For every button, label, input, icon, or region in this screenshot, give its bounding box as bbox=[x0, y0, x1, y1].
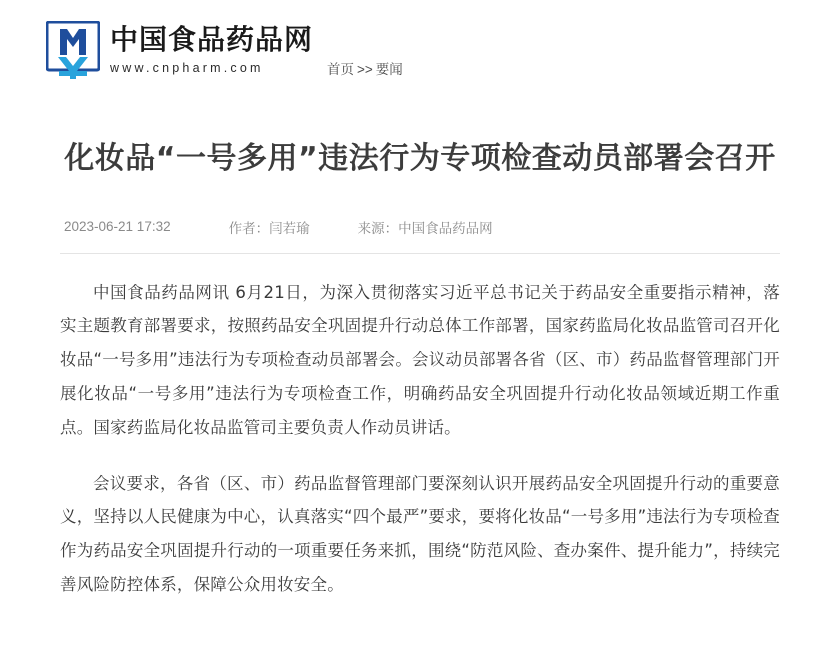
cnpharm-logo-icon bbox=[46, 21, 100, 79]
breadcrumb-current[interactable]: 要闻 bbox=[375, 62, 403, 77]
article bbox=[0, 136, 840, 602]
logo-text bbox=[110, 22, 314, 75]
page-title: 化妆品“一号多用”违法行为专项检查动员部署会召开 bbox=[64, 141, 776, 176]
meta-divider bbox=[60, 253, 780, 254]
site-logo[interactable] bbox=[46, 21, 313, 79]
article-author: 作者：闫若瑜 bbox=[228, 220, 310, 236]
breadcrumb-separator: >> bbox=[357, 62, 373, 77]
article-source: 来源：中国食品药品网 bbox=[357, 220, 493, 236]
publish-date: 2023-06-21 17:32 bbox=[64, 219, 171, 234]
breadcrumb bbox=[327, 58, 403, 100]
article-paragraph: 中国食品药品网讯 6月21日，为深入贯彻落实习近平总书记关于药品安全重要指示精神，落实主题教育部署要求，按照药品安全巩固提升行动总体工作部署，国家药监局化妆品监管司召开化妆品“一号多用”违法行为专项检查动员部署会。会议动员部署各省（区、市）药品监督管理部门开展化妆品“一号多用”违法行为专项检查工作，明确药品安全巩固提升行动化妆品领域近期工作重点。国家药监局化妆品监管司主要负责人作动员讲话。 bbox=[60, 282, 780, 437]
article-meta bbox=[60, 217, 780, 237]
brand-name-cn: 中国食品药品网 bbox=[110, 22, 314, 56]
site-header bbox=[0, 0, 840, 100]
article-body bbox=[60, 276, 780, 602]
article-paragraph: 会议要求，各省（区、市）药品监督管理部门要深刻认识开展药品安全巩固提升行动的重要意义，坚持以人民健康为中心，认真落实“四个最严”要求，要将化妆品“一号多用”违法行为专项检查作为药品安全巩固提升行动的一项重要任务来抓，围绕“防范风险、查办案件、提升能力”，持续完善风险防控体系，保障公众用妆安全。 bbox=[60, 473, 780, 594]
brand-name-en: www.cnpharm.com bbox=[110, 60, 264, 75]
breadcrumb-home[interactable]: 首页 bbox=[327, 62, 355, 77]
